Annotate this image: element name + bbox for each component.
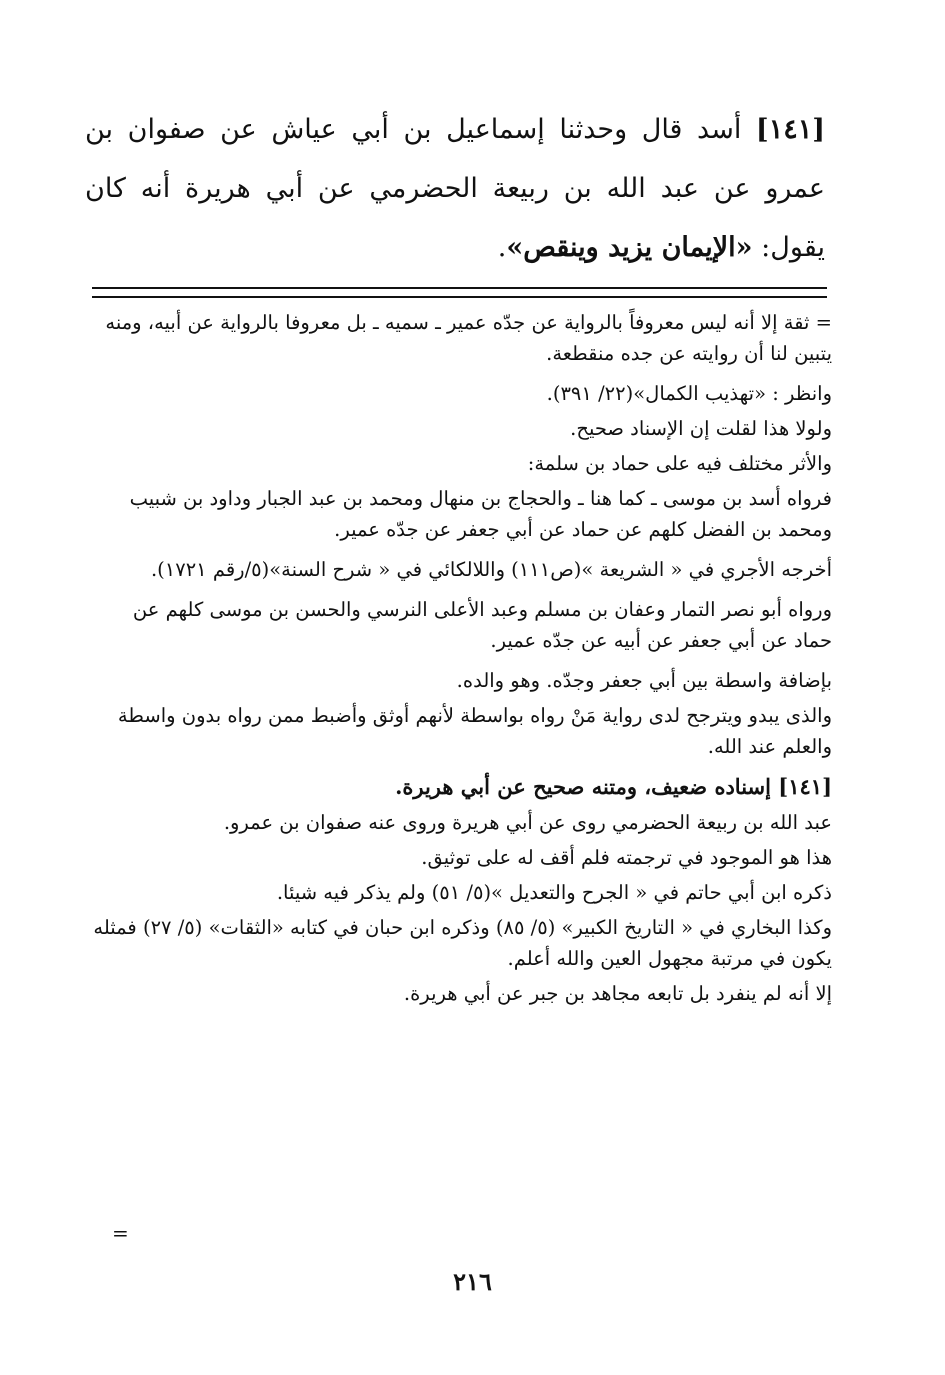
- note-141-paragraph: هذا هو الموجود في ترجمته فلم أقف له على توثيق.: [421, 846, 832, 869]
- main-quote: «الإيمان يزيد وينقص»: [506, 232, 753, 263]
- main-line-3: [85, 218, 825, 277]
- main-line-2: عمرو عن عبد الله بن ربيعة الحضرمي عن أبي هريرة أنه كان: [85, 173, 825, 204]
- footnote-paragraph: وانظر : «تهذيب الكمال»(٢٢/ ٣٩١).: [546, 382, 832, 405]
- footnote-paragraph: أخرجه الأجري في « الشريعة »(ص١١١) واللالكائي في « شرح السنة»(٥/رقم ١٧٢١).: [150, 558, 832, 581]
- hadith-number: [١٤١]: [755, 114, 825, 145]
- note-141-heading: [92, 771, 832, 803]
- footnote-paragraph: = ثقة إلا أنه ليس معروفاً بالرواية عن جدّه عمير ـ سميه ـ بل معروفا بالرواية عن أبيه، ومنه يتبين لنا أن روايته عن جده منقطعة.: [105, 311, 832, 365]
- main-text: [85, 100, 825, 277]
- footnote-divider: [92, 287, 827, 298]
- footnotes: [92, 307, 832, 1013]
- note-heading-text: [١٤١] إسناده ضعيف، ومتنه صحيح عن أبي هريرة.: [395, 774, 832, 799]
- page-number: ٢١٦: [453, 1267, 492, 1296]
- main-line-1: [85, 100, 825, 159]
- footnote-paragraph: بإضافة واسطة بين أبي جعفر وجدّه. وهو والده.: [456, 669, 832, 692]
- note-141-paragraph: إلا أنه لم ينفرد بل تابعه مجاهد بن جبر عن أبي هريرة.: [403, 982, 832, 1005]
- footnote-paragraph: والذى يبدو ويترجح لدى رواية مَنْ رواه بواسطة لأنهم أوثق وأضبط ممن رواه بدون واسطة والعلم عند الله.: [117, 704, 832, 758]
- note-141-paragraph: عبد الله بن ربيعة الحضرمي روى عن أبي هريرة وروى عنه صفوان بن عمرو.: [223, 811, 832, 834]
- footnote-paragraph: فرواه أسد بن موسى ـ كما هنا ـ والحجاج بن منهال ومحمد بن عبد الجبار وداود بن شبيب ومحمد بن الفضل كلهم عن حماد عن أبي جعفر عن جدّه عمير.: [129, 487, 832, 541]
- note-141-paragraph: ذكره ابن أبي حاتم في « الجرح والتعديل »(٥/ ٥١) ولم يذكر فيه شيئا.: [276, 881, 832, 904]
- footnote-paragraph: ولولا هذا لقلت إن الإسناد صحيح.: [570, 417, 832, 440]
- continuation-mark: =: [112, 1221, 129, 1245]
- note-141-paragraph: وكذا البخاري في « التاريخ الكبير» (٥/ ٨٥) وذكره ابن حبان في كتابه «الثقات» (٥/ ٢٧) فمثله يكون في مرتبة مجهول العين والله أعلم.: [93, 916, 832, 970]
- main-line-1-text: أسد قال وحدثنا إسماعيل بن أبي عياش عن صفوان بن: [85, 114, 742, 145]
- main-line-3-end: .: [497, 232, 507, 263]
- footnote-paragraph: والأثر مختلف فيه على حماد بن سلمة:: [527, 452, 832, 475]
- footnote-paragraph: ورواه أبو نصر التمار وعفان بن مسلم وعبد الأعلى النرسي والحسن بن موسى كلهم عن حماد عن أبي جعفر عن أبيه عن جدّه عمير.: [132, 598, 832, 652]
- main-line-3-lead: يقول:: [761, 232, 825, 263]
